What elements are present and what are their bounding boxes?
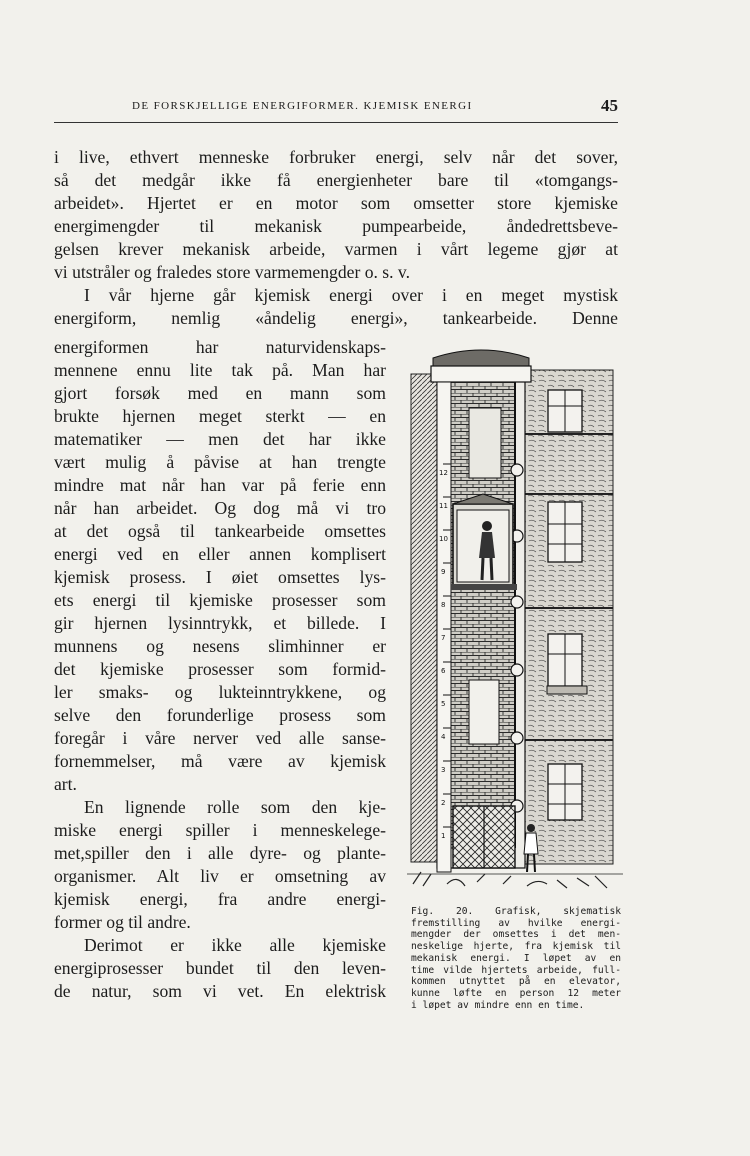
scale-mark: 2	[441, 799, 446, 807]
caption-line: kunne løfte en person 12 meter	[411, 987, 621, 999]
scale-mark: 5	[441, 700, 446, 708]
body-line: energiprosesser bundet til den leven-	[54, 958, 386, 978]
scale-mark: 9	[441, 568, 446, 576]
body-line: vi utstråler og fraledes store varmemengder o. s. v.	[54, 262, 410, 282]
body-line: kjemisk prosess. I øiet omsettes lys-	[54, 567, 386, 587]
elevator-illustration	[407, 344, 623, 896]
running-title: DE FORSKJELLIGE ENERGIFORMER. KJEMISK ENERGI	[132, 100, 473, 112]
body-line: miske energi spiller i menneskelege-	[54, 820, 386, 840]
body-line: ler smaks- og lukteinntrykkene, og	[54, 682, 386, 702]
caption-line: Fig. 20. Grafisk, skjematisk	[411, 906, 621, 917]
body-line: En lignende rolle som den kje-	[84, 797, 386, 817]
body-line: så det medgår ikke få energienheter bare til «tomgangs-	[54, 170, 618, 190]
scale-mark: 8	[441, 601, 446, 609]
caption-line: time vilde hjertets arbeide, full-	[411, 964, 621, 976]
scale-mark: 4	[441, 733, 446, 741]
body-line: foregår i våre nerver ved alle sanse-	[54, 728, 386, 748]
scale-mark: 12	[439, 469, 448, 477]
body-line: gelsen krever mekanisk arbeide, varmen i vårt legeme gjør at	[54, 239, 618, 259]
body-line: mindre mat når han var på ferie enn	[54, 475, 386, 495]
body-line: de natur, som vi vet. En elektrisk	[54, 981, 386, 1001]
body-line: i live, ethvert menneske forbruker energi, selv når det sover,	[54, 147, 618, 167]
body-line: at det også til tankearbeide omsettes	[54, 521, 386, 541]
body-line: matematiker — men det har ikke	[54, 429, 386, 449]
body-line: ets energi til kjemiske prosesser som	[54, 590, 386, 610]
scale-mark: 10	[439, 535, 448, 543]
caption-line: mekanisk energi. I løpet av en	[411, 952, 621, 964]
scale-mark: 1	[441, 832, 446, 840]
body-line: energi ved en eller annen komplisert	[54, 544, 386, 564]
caption-line: kommen utnyttet på en elevator,	[411, 976, 621, 988]
page-number: 45	[601, 96, 618, 115]
body-line: energiform, nemlig «åndelig energi», tankearbeide. Denne	[54, 308, 618, 328]
body-line: gir hjernen lysinntrykk, et billede. I	[54, 613, 386, 633]
body-line: Derimot er ikke alle kjemiske	[84, 935, 386, 955]
scale-mark: 11	[439, 502, 448, 510]
caption-line: neskelige hjerte, fra kjemisk til	[411, 941, 621, 953]
body-line: energimengder til mekanisk pumpearbeide, åndedrettsbeve-	[54, 216, 618, 236]
running-header	[54, 96, 618, 123]
body-line: det kjemiske prosesser som formid-	[54, 659, 386, 679]
scale-mark: 3	[441, 766, 446, 774]
body-line: organismer. Alt liv er omsetning av	[54, 866, 386, 886]
caption-line: i løpet av mindre enn en time.	[411, 999, 585, 1011]
body-line: gjort forsøk med en mann som	[54, 383, 386, 403]
body-line: I vår hjerne går kjemisk energi over i en meget mystisk	[84, 285, 618, 305]
body-line: arbeidet». Hjertet er en motor som omsetter store kjemiske	[54, 193, 618, 213]
body-line: met,spiller den i alle dyre- og plante-	[54, 843, 386, 863]
scale-mark: 7	[441, 634, 446, 642]
body-line: art.	[54, 774, 77, 794]
figure-caption	[411, 906, 621, 1011]
scale-mark: 6	[441, 667, 446, 675]
body-line: selve den forunderlige prosess som	[54, 705, 386, 725]
body-line: vært mulig å påvise at han trengte	[54, 452, 386, 472]
caption-line: fremstilling av hvilke energi-	[411, 917, 621, 929]
body-line: munnens og nesens slimhinner er	[54, 636, 386, 656]
body-line: brukte hjernen meget sterkt — en	[54, 406, 386, 426]
caption-line: mengder der omsettes i det men-	[411, 929, 621, 941]
body-line: kjemisk energi, fra andre energi-	[54, 889, 386, 909]
body-line: mennene ennu lite tak på. Man har	[54, 360, 386, 380]
body-line: fornemmelser, må være av kjemisk	[54, 751, 386, 771]
body-line: energiformen har naturvidenskaps-	[54, 337, 386, 357]
body-line: former og til andre.	[54, 912, 191, 932]
body-line: når han arbeidet. Og dog må vi tro	[54, 498, 386, 518]
